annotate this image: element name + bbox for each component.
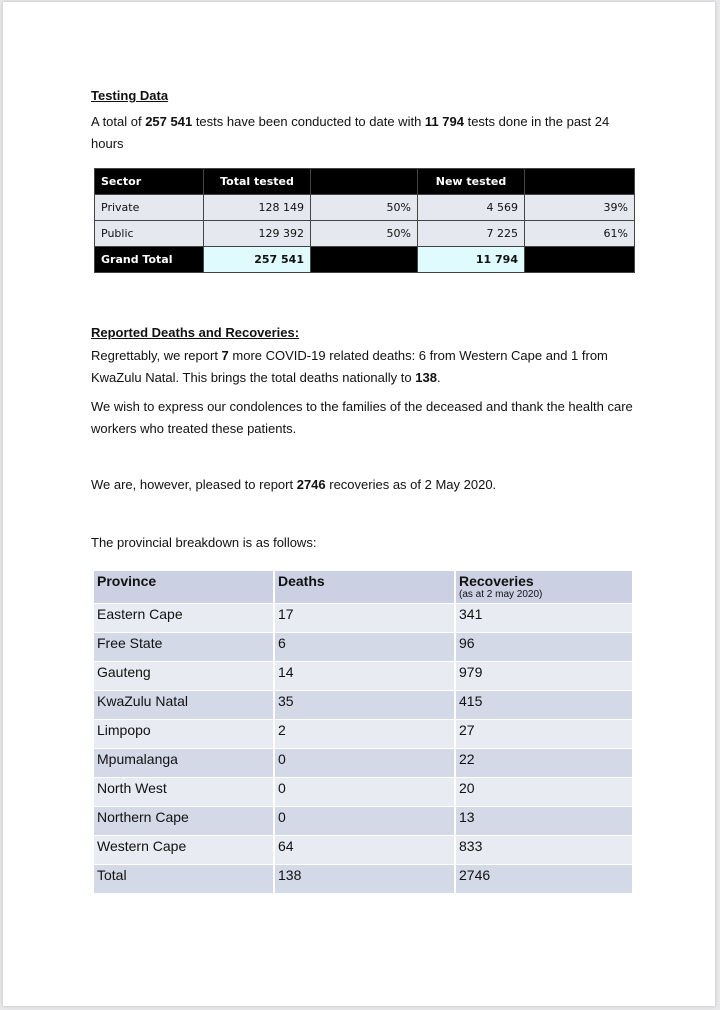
table-cell: Grand Total: [95, 247, 204, 273]
table-cell: 17: [274, 604, 455, 633]
table-cell: 2: [274, 720, 455, 749]
table-cell: 0: [274, 778, 455, 807]
table-row: [94, 749, 633, 778]
table-cell: 979: [455, 662, 633, 691]
header-cell: Province: [94, 571, 274, 604]
grand-total-row: [95, 247, 635, 273]
table-cell: Western Cape: [94, 836, 274, 865]
table-cell: 2746: [455, 865, 633, 894]
header-cell: Deaths: [274, 571, 455, 604]
table-cell: 4 569: [418, 195, 525, 221]
province-table-header: [94, 571, 633, 604]
breakdown-intro: The provincial breakdown is as follows:: [91, 535, 317, 550]
table-row: [94, 836, 633, 865]
table-cell: Free State: [94, 633, 274, 662]
table-cell: 64: [274, 836, 455, 865]
recoveries-date-note: (as at 2 may 2020): [459, 589, 543, 600]
table-row: [95, 221, 635, 247]
table-cell: 39%: [525, 195, 635, 221]
recoveries-paragraph: We are, however, pleased to report 2746 recoveries as of 2 May 2020.: [91, 477, 497, 492]
testing-heading: Testing Data: [91, 88, 169, 103]
table-cell: Northern Cape: [94, 807, 274, 836]
table-row: [94, 778, 633, 807]
table-cell: Total: [94, 865, 274, 894]
table-cell: 7 225: [418, 221, 525, 247]
total-row: [94, 865, 633, 894]
header-cell: [311, 169, 418, 195]
deaths-section: [91, 325, 636, 554]
table-cell: 128 149: [204, 195, 311, 221]
table-cell: 96: [455, 633, 633, 662]
table-cell: 22: [455, 749, 633, 778]
testing-intro: A total of 257 541 tests have been conducted to date with 11 794 tests done in the past 24 hours: [91, 114, 610, 151]
table-cell: 6: [274, 633, 455, 662]
table-cell: 129 392: [204, 221, 311, 247]
table-cell: [311, 247, 418, 273]
header-cell: New tested: [418, 169, 525, 195]
table-row: [94, 807, 633, 836]
table-cell: Mpumalanga: [94, 749, 274, 778]
table-row: [94, 604, 633, 633]
header-cell: Sector: [95, 169, 204, 195]
table-row: [94, 662, 633, 691]
condolences-paragraph: We wish to express our condolences to the families of the deceased and thank the health care workers who treated these patients.: [91, 399, 633, 436]
table-cell: 61%: [525, 221, 635, 247]
table-row: [94, 633, 633, 662]
table-cell: 415: [455, 691, 633, 720]
table-cell: 0: [274, 807, 455, 836]
header-cell: Total tested: [204, 169, 311, 195]
table-cell: Eastern Cape: [94, 604, 274, 633]
document-content: [91, 88, 636, 883]
table-cell: 341: [455, 604, 633, 633]
table-cell: KwaZulu Natal: [94, 691, 274, 720]
table-cell: 50%: [311, 195, 418, 221]
table-cell: 14: [274, 662, 455, 691]
table-row: [94, 691, 633, 720]
table-cell: Limpopo: [94, 720, 274, 749]
table-cell: 0: [274, 749, 455, 778]
table-cell: Private: [95, 195, 204, 221]
testing-table-header: [95, 169, 635, 195]
table-cell: 27: [455, 720, 633, 749]
deaths-paragraph: Regrettably, we report 7 more COVID-19 related deaths: 6 from Western Cape and 1 from KwaZulu Natal. This brings the total deaths nationally to 138.: [91, 348, 608, 385]
table-cell: 13: [455, 807, 633, 836]
table-cell: 20: [455, 778, 633, 807]
new-tests: 11 794: [424, 114, 464, 129]
table-cell: 50%: [311, 221, 418, 247]
header-cell: Recoveries (as at 2 may 2020): [455, 571, 633, 604]
table-cell: Public: [95, 221, 204, 247]
document-page: [3, 2, 715, 1006]
table-cell: Gauteng: [94, 662, 274, 691]
deaths-heading: Reported Deaths and Recoveries:: [91, 325, 300, 340]
table-cell: North West: [94, 778, 274, 807]
table-cell: 35: [274, 691, 455, 720]
table-cell: [525, 247, 635, 273]
table-row: [94, 720, 633, 749]
province-table: [94, 571, 634, 894]
testing-table: [94, 168, 635, 273]
table-row: [95, 195, 635, 221]
table-cell: 138: [274, 865, 455, 894]
total-tests: 257 541: [145, 114, 193, 129]
table-cell: 833: [455, 836, 633, 865]
table-cell: 11 794: [418, 247, 525, 273]
table-cell: 257 541: [204, 247, 311, 273]
header-cell: [525, 169, 635, 195]
